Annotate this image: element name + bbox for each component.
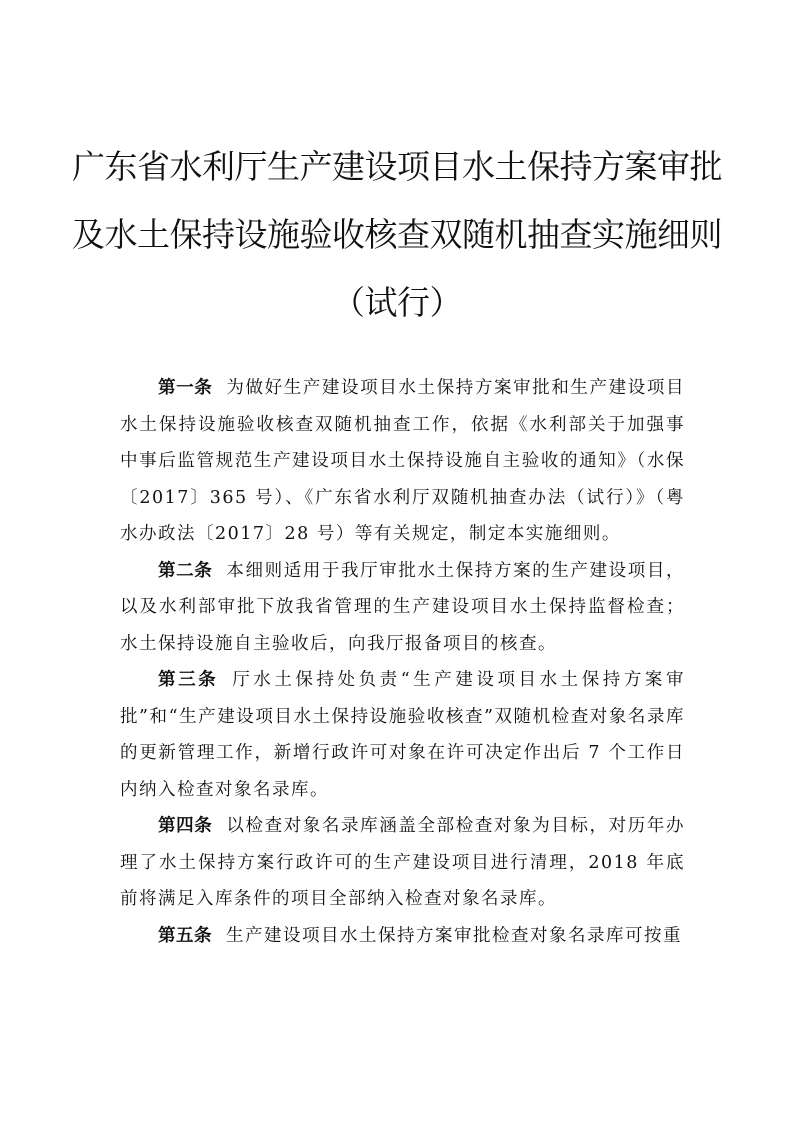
title-line-2: 及水土保持设施验收核查双随机抽查实施细则 bbox=[72, 215, 722, 254]
article-4 bbox=[120, 808, 685, 918]
article-label: 第二条 bbox=[158, 560, 213, 581]
title-line-1: 广东省水利厅生产建设项目水土保持方案审批 bbox=[72, 147, 722, 186]
title-line-3: （试行） bbox=[332, 283, 462, 322]
article-text: 厅水土保持处负责“生产建设项目水土保持方案审批”和“生产建设项目水土保持设施验收核查”双随机检查对象名录库的更新管理工作，新增行政许可对象在许可决定作出后 7 个工作日内纳入检查对象名录库。 bbox=[120, 670, 686, 800]
article-3 bbox=[120, 662, 685, 808]
article-label: 第四条 bbox=[158, 816, 213, 836]
article-label: 第一条 bbox=[158, 378, 213, 398]
article-5 bbox=[120, 918, 685, 955]
article-1 bbox=[120, 370, 685, 553]
article-text: 本细则适用于我厅审批水土保持方案的生产建设项目，以及水利部审批下放我省管理的生产建设项目水土保持监督检查；水土保持设施自主验收后，向我厅报备项目的核查。 bbox=[120, 560, 686, 654]
document-body bbox=[120, 370, 685, 954]
article-text: 生产建设项目水土保持方案审批检查对象名录库可按重 bbox=[226, 925, 682, 946]
article-label: 第五条 bbox=[158, 925, 212, 946]
article-2 bbox=[120, 553, 685, 663]
article-text: 以检查对象名录库涵盖全部检查对象为目标，对历年办理了水土保持方案行政许可的生产建设项目进行清理，2018 年底前将满足入库条件的项目全部纳入检查对象名录库。 bbox=[120, 816, 686, 909]
article-text: 为做好生产建设项目水土保持方案审批和生产建设项目水土保持设施验收核查双随机抽查工作，依据《水利部关于加强事中事后监管规范生产建设项目水土保持设施自主验收的通知》（水保〔2017〕365 号）、《广东省水利厅双随机抽查办法（试行）》（粤水办政法〔2017〕28 号）等有关规定，制定本实施细则。 bbox=[120, 378, 686, 544]
document-title bbox=[0, 148, 794, 322]
article-label: 第三条 bbox=[158, 670, 219, 690]
